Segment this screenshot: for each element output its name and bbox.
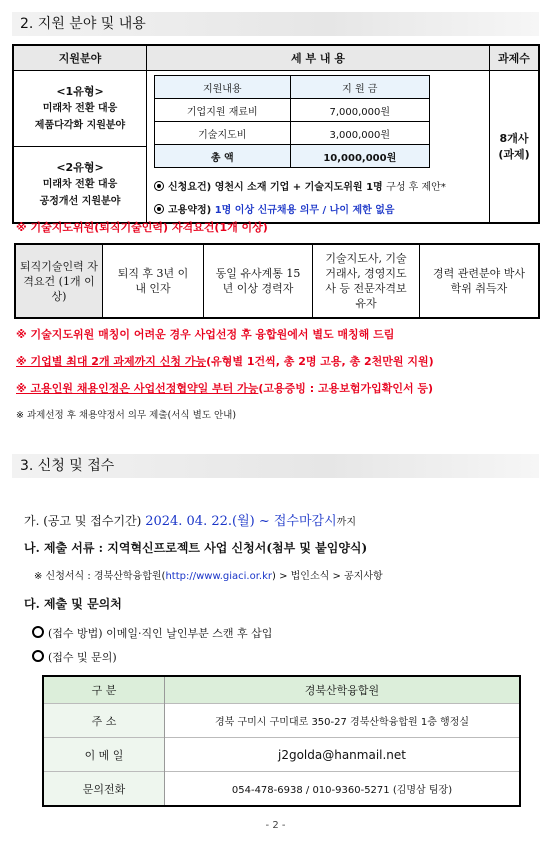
type1-line1: 미래차 전환 대응 — [42, 102, 118, 114]
header-detail: 세 부 내 용 — [147, 45, 490, 71]
funding-header-amount: 지 원 금 — [290, 76, 429, 99]
type1-label: <1유형> — [56, 84, 104, 98]
detail-cell — [147, 71, 490, 224]
requirement-line — [154, 178, 489, 193]
item-ga-label: 가. (공고 및 접수기간) — [24, 514, 142, 528]
bullet-contact — [32, 649, 117, 665]
type2-label: <2유형> — [56, 160, 104, 174]
support-table — [12, 44, 540, 224]
bullet-method — [32, 625, 272, 641]
type1-cell — [13, 71, 147, 147]
email-value[interactable]: j2golda@hanmail.net — [165, 738, 521, 772]
funding-row-item: 기술지도비 — [155, 122, 291, 145]
req-text: 영천시 소재 기업 + 기술지도위원 1명 — [214, 182, 383, 193]
item-ga-date: 2024. 04. 22.(월) ~ 접수마감시 — [145, 514, 337, 529]
item-da: 다. 제출 및 문의처 — [24, 597, 122, 611]
funding-row-amount: 3,000,000원 — [290, 122, 429, 145]
note-text: ※ 고용인원 채용인정은 사업선정협약일 부터 가능 — [16, 382, 259, 395]
employment-line — [154, 201, 489, 216]
type2-line1: 미래차 전환 대응 — [42, 178, 118, 190]
note-max-tasks — [16, 353, 434, 369]
funding-total-label: 총 액 — [155, 145, 291, 168]
header-field: 지원분야 — [13, 45, 147, 71]
bullet-text: (접수 방법) 이메일·직인 날인부분 스캔 후 삽입 — [48, 627, 273, 640]
qual-item: 퇴직 후 3년 이내 인자 — [103, 244, 204, 318]
note-suffix: (유형별 1건씩, 총 2명 고용, 총 2천만원 지원) — [206, 355, 434, 368]
qualification-table — [14, 243, 540, 319]
item-ga — [24, 510, 356, 529]
type2-line2: 공정개선 지원분야 — [39, 195, 121, 207]
note-text: ※ 기술지도위원 매칭이 어려운 경우 사업선정 후 융합원에서 별도 매칭해 드림 — [16, 328, 395, 341]
qual-item: 동일 유사계통 15년 이상 경력자 — [204, 244, 313, 318]
funding-total-amount: 10,000,000원 — [290, 145, 429, 168]
count-cell — [490, 71, 540, 224]
req-tail: 구성 후 제안* — [386, 182, 446, 193]
item-ga-suffix: 까지 — [336, 517, 356, 528]
address-value: 경북 구미시 구미대로 350-27 경북산학융합원 1층 행정실 — [165, 704, 521, 738]
header-count: 과제수 — [490, 45, 540, 71]
count-value: 8개사 — [499, 131, 529, 145]
funding-table — [154, 75, 430, 168]
note-employment — [16, 380, 433, 396]
contact-label: 주 소 — [43, 704, 165, 738]
contact-value: 경북산학융합원 — [165, 676, 521, 704]
note-matching — [16, 326, 394, 342]
req-label: 신청요건) — [168, 182, 212, 193]
qualification-note: ※ 기술지도위원(퇴직기술인력) 자격요건(1개 이상) — [16, 221, 268, 234]
section-2-title: 2. 지원 분야 및 내용 — [12, 12, 539, 36]
qual-item: 기술지도사, 기술거래사, 경영지도사 등 전문자격보유자 — [313, 244, 420, 318]
note-suffix: (고용증빙 : 고용보험가입확인서 등) — [258, 382, 434, 395]
contact-label: 문의전화 — [43, 772, 165, 807]
count-unit: (과제) — [498, 147, 530, 161]
funding-header-item: 지원내용 — [155, 76, 291, 99]
bullet-icon — [154, 181, 164, 191]
contact-label: 이 메 일 — [43, 738, 165, 772]
emp-label: 고용약정) — [168, 205, 212, 216]
qual-item: 경력 관련분야 박사학위 취득자 — [420, 244, 540, 318]
form-note — [34, 567, 383, 582]
emp-text: 1명 이상 신규채용 의무 / 나이 제한 없음 — [214, 205, 395, 216]
type1-line2: 제품다각화 지원분야 — [34, 119, 126, 131]
section-3-title: 3. 신청 및 접수 — [12, 454, 539, 478]
form-note-suffix: ) > 법인소식 > 공지사항 — [272, 571, 383, 582]
giaci-link[interactable]: http://www.giaci.or.kr — [165, 571, 272, 582]
small-note: ※ 과제선정 후 채용약정서 의무 제출(서식 별도 안내) — [16, 410, 237, 421]
item-na: 나. 제출 서류 : 지역혁신프로젝트 사업 신청서(첨부 및 붙임양식) — [24, 541, 368, 555]
circle-bullet-icon — [32, 650, 44, 662]
type2-cell — [13, 146, 147, 223]
qual-header: 퇴직기술인력 자격요건 (1개 이상) — [15, 244, 103, 318]
contact-label: 구 분 — [43, 676, 165, 704]
phone-value: 054-478-6938 / 010-9360-5271 (김명삼 팀장) — [165, 772, 521, 807]
bullet-text: (접수 및 문의) — [48, 651, 117, 664]
contact-table — [42, 675, 521, 807]
form-note-prefix: ※ 신청서식 : 경북산학융합원( — [34, 571, 166, 582]
page-number: - 2 - — [265, 820, 286, 831]
funding-row-amount: 7,000,000원 — [290, 99, 429, 122]
circle-bullet-icon — [32, 626, 44, 638]
funding-row-item: 기업지원 재료비 — [155, 99, 291, 122]
note-text: ※ 기업별 최대 2개 과제까지 신청 가능 — [16, 355, 207, 368]
bullet-icon — [154, 204, 164, 214]
